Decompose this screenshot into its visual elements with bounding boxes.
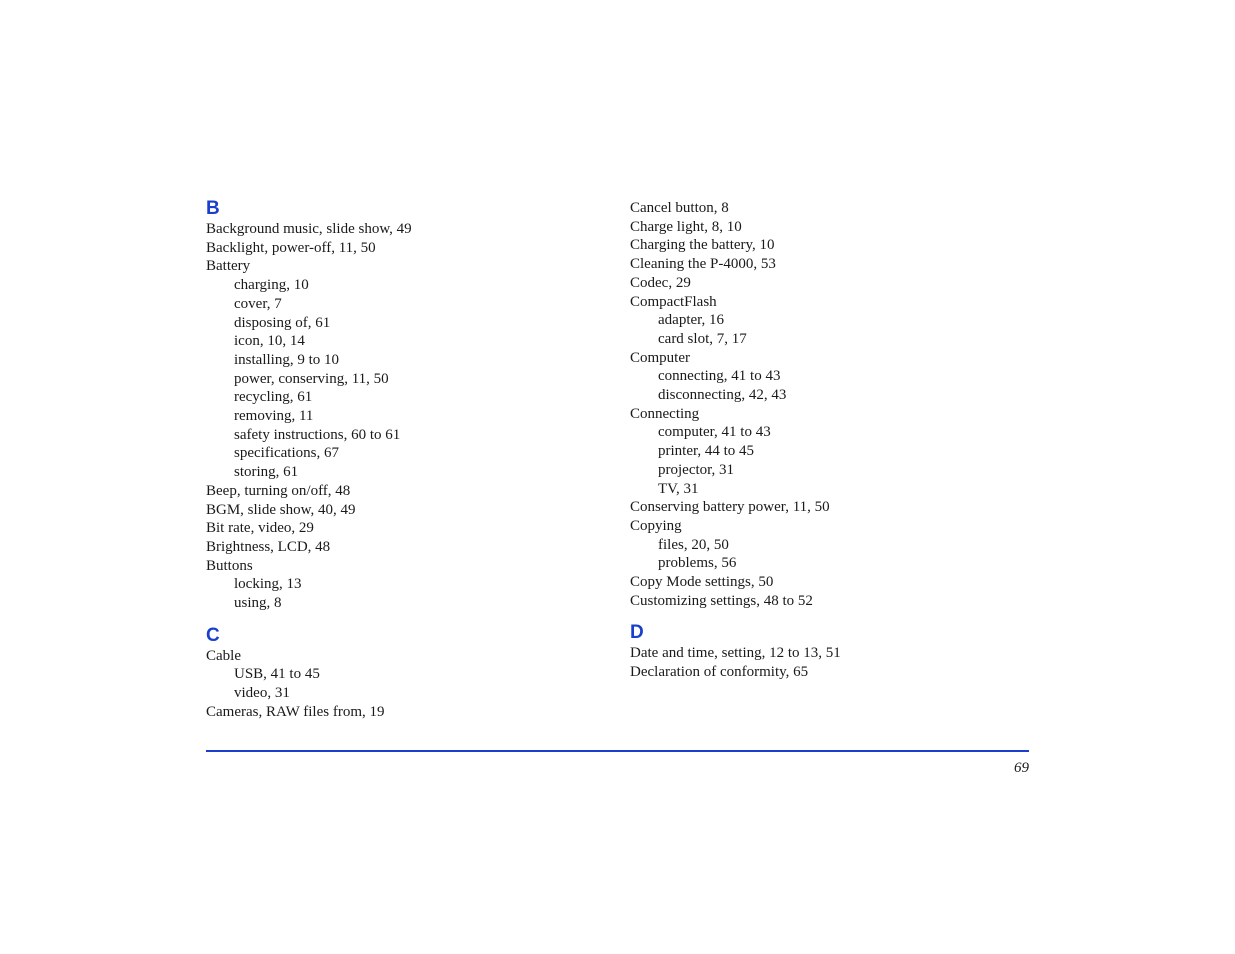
index-subentry: disposing of, 61	[234, 314, 331, 331]
index-entry: Backlight, power-off, 11, 50	[206, 239, 376, 256]
index-entry: Cable	[206, 647, 241, 664]
index-subentry: printer, 44 to 45	[658, 443, 755, 460]
index-subentry: cover, 7	[234, 295, 282, 312]
section-letter-heading: B	[206, 198, 220, 219]
index-subentry: removing, 11	[234, 408, 314, 425]
index-entry: Charging the battery, 10	[630, 237, 775, 254]
index-entry: Battery	[206, 258, 251, 275]
index-subentry: connecting, 41 to 43	[658, 368, 781, 385]
index-subentry: installing, 9 to 10	[234, 351, 339, 368]
index-entry-list	[206, 220, 606, 613]
index-entry: Beep, turning on/off, 48	[206, 482, 351, 499]
index-column-left	[206, 198, 606, 722]
index-subentry: specifications, 67	[234, 445, 339, 462]
index-subentry: safety instructions, 60 to 61	[234, 426, 401, 443]
index-entry-list	[630, 198, 1030, 610]
index-entry: Cleaning the P-4000, 53	[630, 256, 776, 273]
index-subentry: problems, 56	[658, 555, 737, 572]
index-subentry: storing, 61	[234, 464, 299, 481]
index-entry: Conserving battery power, 11, 50	[630, 499, 830, 516]
index-entry: CompactFlash	[630, 293, 717, 310]
index-entry: Cameras, RAW files from, 19	[206, 703, 385, 720]
index-section-b	[206, 198, 606, 613]
index-entry: Background music, slide show, 49	[206, 221, 412, 237]
index-entry: Declaration of conformity, 65	[630, 664, 809, 681]
index-entry: BGM, slide show, 40, 49	[206, 501, 356, 518]
index-subentry: recycling, 61	[234, 389, 313, 406]
index-entry-list	[206, 647, 606, 722]
index-subentry: disconnecting, 42, 43	[658, 387, 787, 404]
index-subentry: USB, 41 to 45	[234, 666, 320, 683]
footer-rule	[206, 750, 1029, 752]
index-subentry: projector, 31	[658, 461, 735, 478]
index-entry-list	[630, 644, 1030, 681]
index-entry: Buttons	[206, 557, 253, 574]
index-subentry: computer, 41 to 43	[658, 424, 771, 441]
index-entry: Copy Mode settings, 50	[630, 574, 774, 591]
index-subentry: video, 31	[234, 685, 290, 702]
index-subentry: power, conserving, 11, 50	[234, 370, 389, 387]
index-entry: Brightness, LCD, 48	[206, 538, 331, 555]
index-subentry: icon, 10, 14	[234, 333, 305, 350]
index-entry: Charge light, 8, 10	[630, 218, 742, 235]
index-subentry: charging, 10	[234, 277, 309, 294]
index-entry: Cancel button, 8	[630, 200, 729, 216]
index-section-d	[630, 622, 1030, 681]
index-entry: Customizing settings, 48 to 52	[630, 592, 813, 609]
index-section-c	[206, 625, 606, 722]
section-letter-heading: D	[630, 622, 644, 644]
index-section-continued	[630, 198, 1030, 610]
page-number: 69	[1014, 760, 1029, 776]
index-entry: Connecting	[630, 405, 700, 422]
index-entry: Copying	[630, 517, 682, 534]
index-entry: Date and time, setting, 12 to 13, 51	[630, 645, 841, 662]
index-entry: Bit rate, video, 29	[206, 520, 314, 537]
index-subentry: locking, 13	[234, 576, 302, 593]
index-subentry: files, 20, 50	[658, 536, 729, 553]
index-subentry: adapter, 16	[658, 312, 725, 329]
index-column-right	[630, 198, 1030, 682]
index-entry: Codec, 29	[630, 274, 691, 291]
index-subentry: TV, 31	[658, 480, 699, 497]
index-entry: Computer	[630, 349, 690, 366]
index-subentry: card slot, 7, 17	[658, 330, 747, 347]
index-subentry: using, 8	[234, 595, 282, 612]
section-letter-heading: C	[206, 624, 220, 646]
